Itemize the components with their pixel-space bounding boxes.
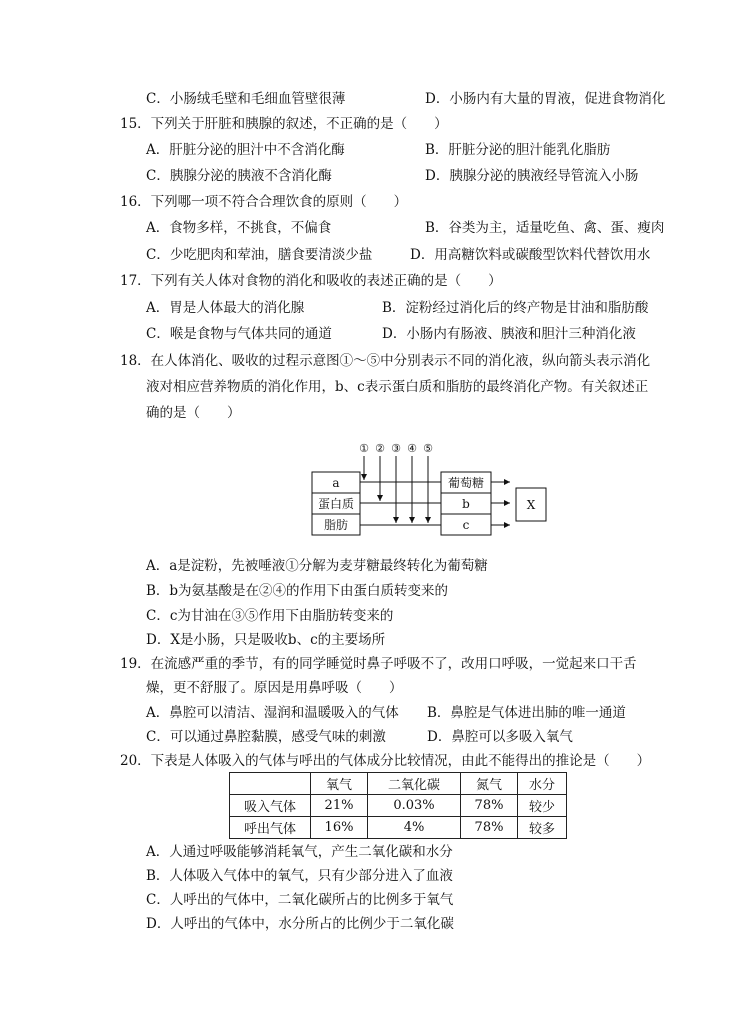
- table-cell: 4%: [368, 817, 461, 839]
- juice-1: ①: [359, 442, 369, 455]
- table-header-cell: [230, 773, 311, 795]
- q18-stem-line2: 液对相应营养物质的消化作用，b、c表示蛋白质和脂肪的最终消化产物。有关叙述正: [146, 379, 649, 395]
- input-fat: 脂肪: [323, 518, 349, 532]
- juice-4: ④: [407, 442, 417, 455]
- q18-option-d: D．X是小肠，只是吸收b、c的主要场所: [146, 632, 386, 648]
- q14-option-c: C．小肠绒毛壁和毛细血管壁很薄: [146, 91, 346, 107]
- q18-option-a: A．a是淀粉，先被唾液①分解为麦芽糖最终转化为葡萄糖: [146, 558, 488, 574]
- q18-stem-line1: 18．在人体消化、吸收的过程示意图①～⑤中分别表示不同的消化液，纵向箭头表示消化: [120, 353, 651, 369]
- q16-option-a: A．食物多样，不挑食，不偏食: [146, 220, 332, 236]
- product-b: b: [462, 497, 470, 511]
- input-protein: 蛋白质: [317, 497, 355, 511]
- table-cell: 78%: [461, 795, 518, 817]
- table-cell: 78%: [461, 817, 518, 839]
- q18-stem-line3: 确的是（ ）: [146, 405, 241, 421]
- product-c: c: [462, 518, 470, 532]
- q16-option-b: B．谷类为主，适量吃鱼、禽、蛋、瘦肉: [425, 220, 665, 236]
- q15-option-b: B．肝脏分泌的胆汁能乳化脂肪: [425, 142, 611, 158]
- table-header-cell: 二氧化碳: [368, 773, 461, 795]
- q18-option-c: C．c为甘油在③⑤作用下由脂肪转变来的: [146, 608, 394, 624]
- table-cell: 0.03%: [368, 795, 461, 817]
- product-glucose: 葡萄糖: [447, 476, 485, 490]
- table-cell: 16%: [311, 817, 368, 839]
- q17-option-b: B．淀粉经过消化后的终产物是甘油和脂肪酸: [382, 300, 649, 316]
- q17-option-a: A．胃是人体最大的消化腺: [146, 300, 305, 316]
- juice-2: ②: [375, 442, 385, 455]
- q19-option-d: D．鼻腔可以多吸入氧气: [427, 729, 573, 745]
- table-header-cell: 水分: [518, 773, 567, 795]
- q15-option-c: C．胰腺分泌的胰液不含消化酶: [146, 168, 332, 184]
- juice-3: ③: [391, 442, 401, 455]
- q15-stem: 15．下列关于肝脏和胰腺的叙述，不正确的是（ ）: [120, 116, 448, 132]
- table-cell: 21%: [311, 795, 368, 817]
- q19-stem-line2: 燥，更不舒服了。原因是用鼻呼吸（ ）: [146, 680, 403, 696]
- table-row: [230, 795, 567, 817]
- q14-option-d: D．小肠内有大量的胃液，促进食物消化: [425, 91, 666, 107]
- table-cell: 吸入气体: [230, 795, 311, 817]
- q20-option-a: A．人通过呼吸能够消耗氧气，产生二氧化碳和水分: [146, 844, 453, 860]
- table-header-cell: 氧气: [311, 773, 368, 795]
- q17-option-c: C．喉是食物与气体共同的通道: [146, 326, 332, 342]
- q20-stem: 20．下表是人体吸入的气体与呼出的气体成分比较情况，由此不能得出的推论是（ ）: [120, 753, 651, 769]
- q19-option-a: A．鼻腔可以清洁、湿润和温暖吸入的气体: [146, 705, 399, 721]
- q19-stem-line1: 19．在流感严重的季节，有的同学睡觉时鼻子呼吸不了，改用口呼吸，一觉起来口干舌: [120, 656, 637, 672]
- q20-option-b: B．人体吸入气体中的氧气，只有少部分进入了血液: [146, 868, 453, 884]
- q15-option-a: A．肝脏分泌的胆汁中不含消化酶: [146, 142, 345, 158]
- table-header-row: [230, 773, 567, 795]
- q16-option-d: D．用高糖饮料或碳酸型饮料代替饮用水: [410, 247, 651, 263]
- q19-option-c: C．可以通过鼻腔黏膜，感受气味的刺激: [146, 729, 386, 745]
- table-cell: 呼出气体: [230, 817, 311, 839]
- gas-composition-table: [229, 772, 567, 839]
- q16-stem: 16．下列哪一项不符合合理饮食的原则（ ）: [120, 194, 408, 210]
- q17-option-d: D．小肠内有肠液、胰液和胆汁三种消化液: [382, 326, 636, 342]
- q20-option-d: D．人呼出的气体中，水分所占的比例少于二氧化碳: [146, 916, 454, 932]
- q19-option-b: B．鼻腔是气体进出肺的唯一通道: [427, 705, 626, 721]
- digestion-diagram: [300, 436, 560, 546]
- input-a: a: [332, 476, 340, 490]
- q15-option-d: D．胰腺分泌的胰液经导管流入小肠: [425, 168, 639, 184]
- table-cell: 较多: [518, 817, 567, 839]
- organ-x: X: [526, 498, 536, 512]
- table-row: [230, 817, 567, 839]
- table-header-cell: 氮气: [461, 773, 518, 795]
- q20-option-c: C．人呼出的气体中，二氧化碳所占的比例多于氧气: [146, 892, 454, 908]
- table-cell: 较少: [518, 795, 567, 817]
- juice-5: ⑤: [423, 442, 433, 455]
- q16-option-c: C．少吃肥肉和荤油，膳食要清淡少盐: [146, 247, 373, 263]
- q18-option-b: B．b为氨基酸是在②④的作用下由蛋白质转变来的: [146, 583, 449, 599]
- q17-stem: 17．下列有关人体对食物的消化和吸收的表述正确的是（ ）: [120, 273, 502, 289]
